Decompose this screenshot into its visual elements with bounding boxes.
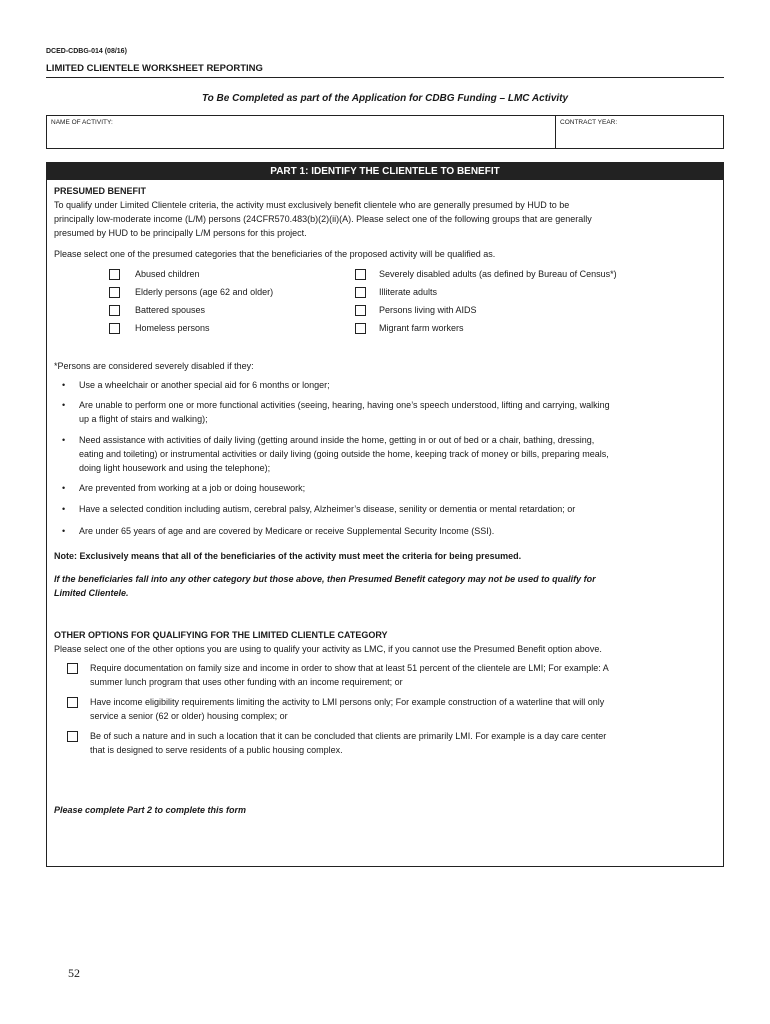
header-rule (46, 77, 724, 78)
category-label: Elderly persons (age 62 and older) (135, 287, 274, 297)
select-instruction: Please select one of the presumed categories that the beneficiaries of the proposed activity will be qualified as. (54, 249, 496, 259)
presumed-benefit-heading: PRESUMED BENEFIT (54, 186, 147, 196)
category-label: Battered spouses (135, 305, 206, 315)
battered-spouses-checkbox[interactable] (109, 305, 120, 316)
bullet-icon: • (62, 400, 66, 410)
warning-line: If the beneficiaries fall into any other category but those above, then Presumed Benefit category may not be used to qualify for (54, 574, 596, 584)
form-subtitle: To Be Completed as part of the Application for CDBG Funding – LMC Activity (201, 93, 569, 104)
category-label: Migrant farm workers (379, 323, 464, 333)
severely-disabled-checkbox[interactable] (355, 269, 366, 280)
category-label: Homeless persons (135, 323, 210, 333)
form-title: LIMITED CLIENTELE WORKSHEET REPORTING (46, 63, 263, 74)
disability-criterion: Have a selected condition including autism, cerebral palsy, Alzheimer’s disease, senility or dementia or mental retardation; or (79, 504, 576, 514)
bullet-icon: • (62, 526, 66, 536)
elderly-persons-checkbox[interactable] (109, 287, 120, 298)
disability-criterion: Are unable to perform one or more functional activities (seeing, hearing, having one’s speech understood, lifting and carrying, walking (79, 400, 610, 410)
other-option-text: Require documentation on family size and income in order to show that at least 51 percent of the clientele are LMI; For example: A (90, 663, 609, 673)
exclusive-note: Note: Exclusively means that all of the beneficiaries of the activity must meet the criteria for being presumed. (54, 551, 522, 561)
disability-criterion: Need assistance with activities of daily living (getting around inside the home, getting in or out of bed or a chair, bathing, dressing, (79, 435, 595, 445)
intro-line: principally low-moderate income (L/M) persons (24CFR570.483(b)(2)(ii)(A). Please select one of the following groups that are generally (54, 214, 592, 224)
disabled-definition-intro: *Persons are considered severely disabled if they: (54, 361, 254, 371)
contract-year-field[interactable]: CONTRACT YEAR: (560, 119, 618, 126)
name-of-activity-field[interactable]: NAME OF ACTIVITY: (51, 119, 113, 126)
category-label: Abused children (135, 269, 200, 279)
complete-part2-note: Please complete Part 2 to complete this form (54, 805, 247, 815)
other-option-text: service a senior (62 or older) housing complex; or (90, 711, 288, 721)
bullet-icon: • (62, 435, 66, 445)
disability-criterion: eating and toileting) or instrumental activities or daily living (going outside the home, keeping track of money or bills, preparing meals, (79, 449, 609, 459)
part1-header: PART 1: IDENTIFY THE CLIENTELE TO BENEFIT (47, 163, 723, 180)
other-option-text: Have income eligibility requirements limiting the activity to LMI persons only; For example construction of a waterline that will only (90, 697, 605, 707)
intro-line: presumed by HUD to be principally L/M persons for this project. (54, 228, 307, 238)
other-option-text: that is designed to serve residents of a public housing complex. (90, 745, 343, 755)
other-options-intro: Please select one of the other options you are using to qualify your activity as LMC, if you cannot use the Presumed Benefit option above. (54, 644, 602, 654)
warning-line: Limited Clientele. (54, 588, 129, 598)
homeless-persons-checkbox[interactable] (109, 323, 120, 334)
category-label: Persons living with AIDS (379, 305, 477, 315)
migrant-farm-workers-checkbox[interactable] (355, 323, 366, 334)
illiterate-adults-checkbox[interactable] (355, 287, 366, 298)
disability-criterion: up a flight of stairs and walking); (79, 414, 208, 424)
info-divider (555, 116, 556, 148)
disability-criterion: Are under 65 years of age and are covered by Medicare or receive Supplemental Security Income (SSI). (79, 526, 495, 536)
income-eligibility-option-checkbox[interactable] (67, 697, 78, 708)
page-number: 52 (68, 966, 80, 980)
other-option-text: summer lunch program that uses other funding with an income requirement; or (90, 677, 403, 687)
activity-info-box (46, 115, 724, 149)
other-options-heading: OTHER OPTIONS FOR QUALIFYING FOR THE LIMITED CLIENTLE CATEGORY (54, 630, 388, 640)
other-option-text: Be of such a nature and in such a location that it can be concluded that clients are primarily LMI. For example is a day care center (90, 731, 607, 741)
abused-children-checkbox[interactable] (109, 269, 120, 280)
bullet-icon: • (62, 504, 66, 514)
disability-criterion: Are prevented from working at a job or doing housework; (79, 483, 306, 493)
category-label: Illiterate adults (379, 287, 438, 297)
intro-line: To qualify under Limited Clientele criteria, the activity must exclusively benefit clientele who are generally presumed by HUD to be (54, 200, 570, 210)
bullet-icon: • (62, 483, 66, 493)
persons-with-aids-checkbox[interactable] (355, 305, 366, 316)
form-code: DCED-CDBG-014 (08/16) (46, 48, 127, 55)
bullet-icon: • (62, 380, 66, 390)
nature-location-option-checkbox[interactable] (67, 731, 78, 742)
part1-section (46, 162, 724, 867)
disability-criterion: doing light housework and using the telephone); (79, 463, 271, 473)
documentation-option-checkbox[interactable] (67, 663, 78, 674)
disability-criterion: Use a wheelchair or another special aid for 6 months or longer; (79, 380, 330, 390)
category-label: Severely disabled adults (as defined by Bureau of Census*) (379, 269, 617, 279)
